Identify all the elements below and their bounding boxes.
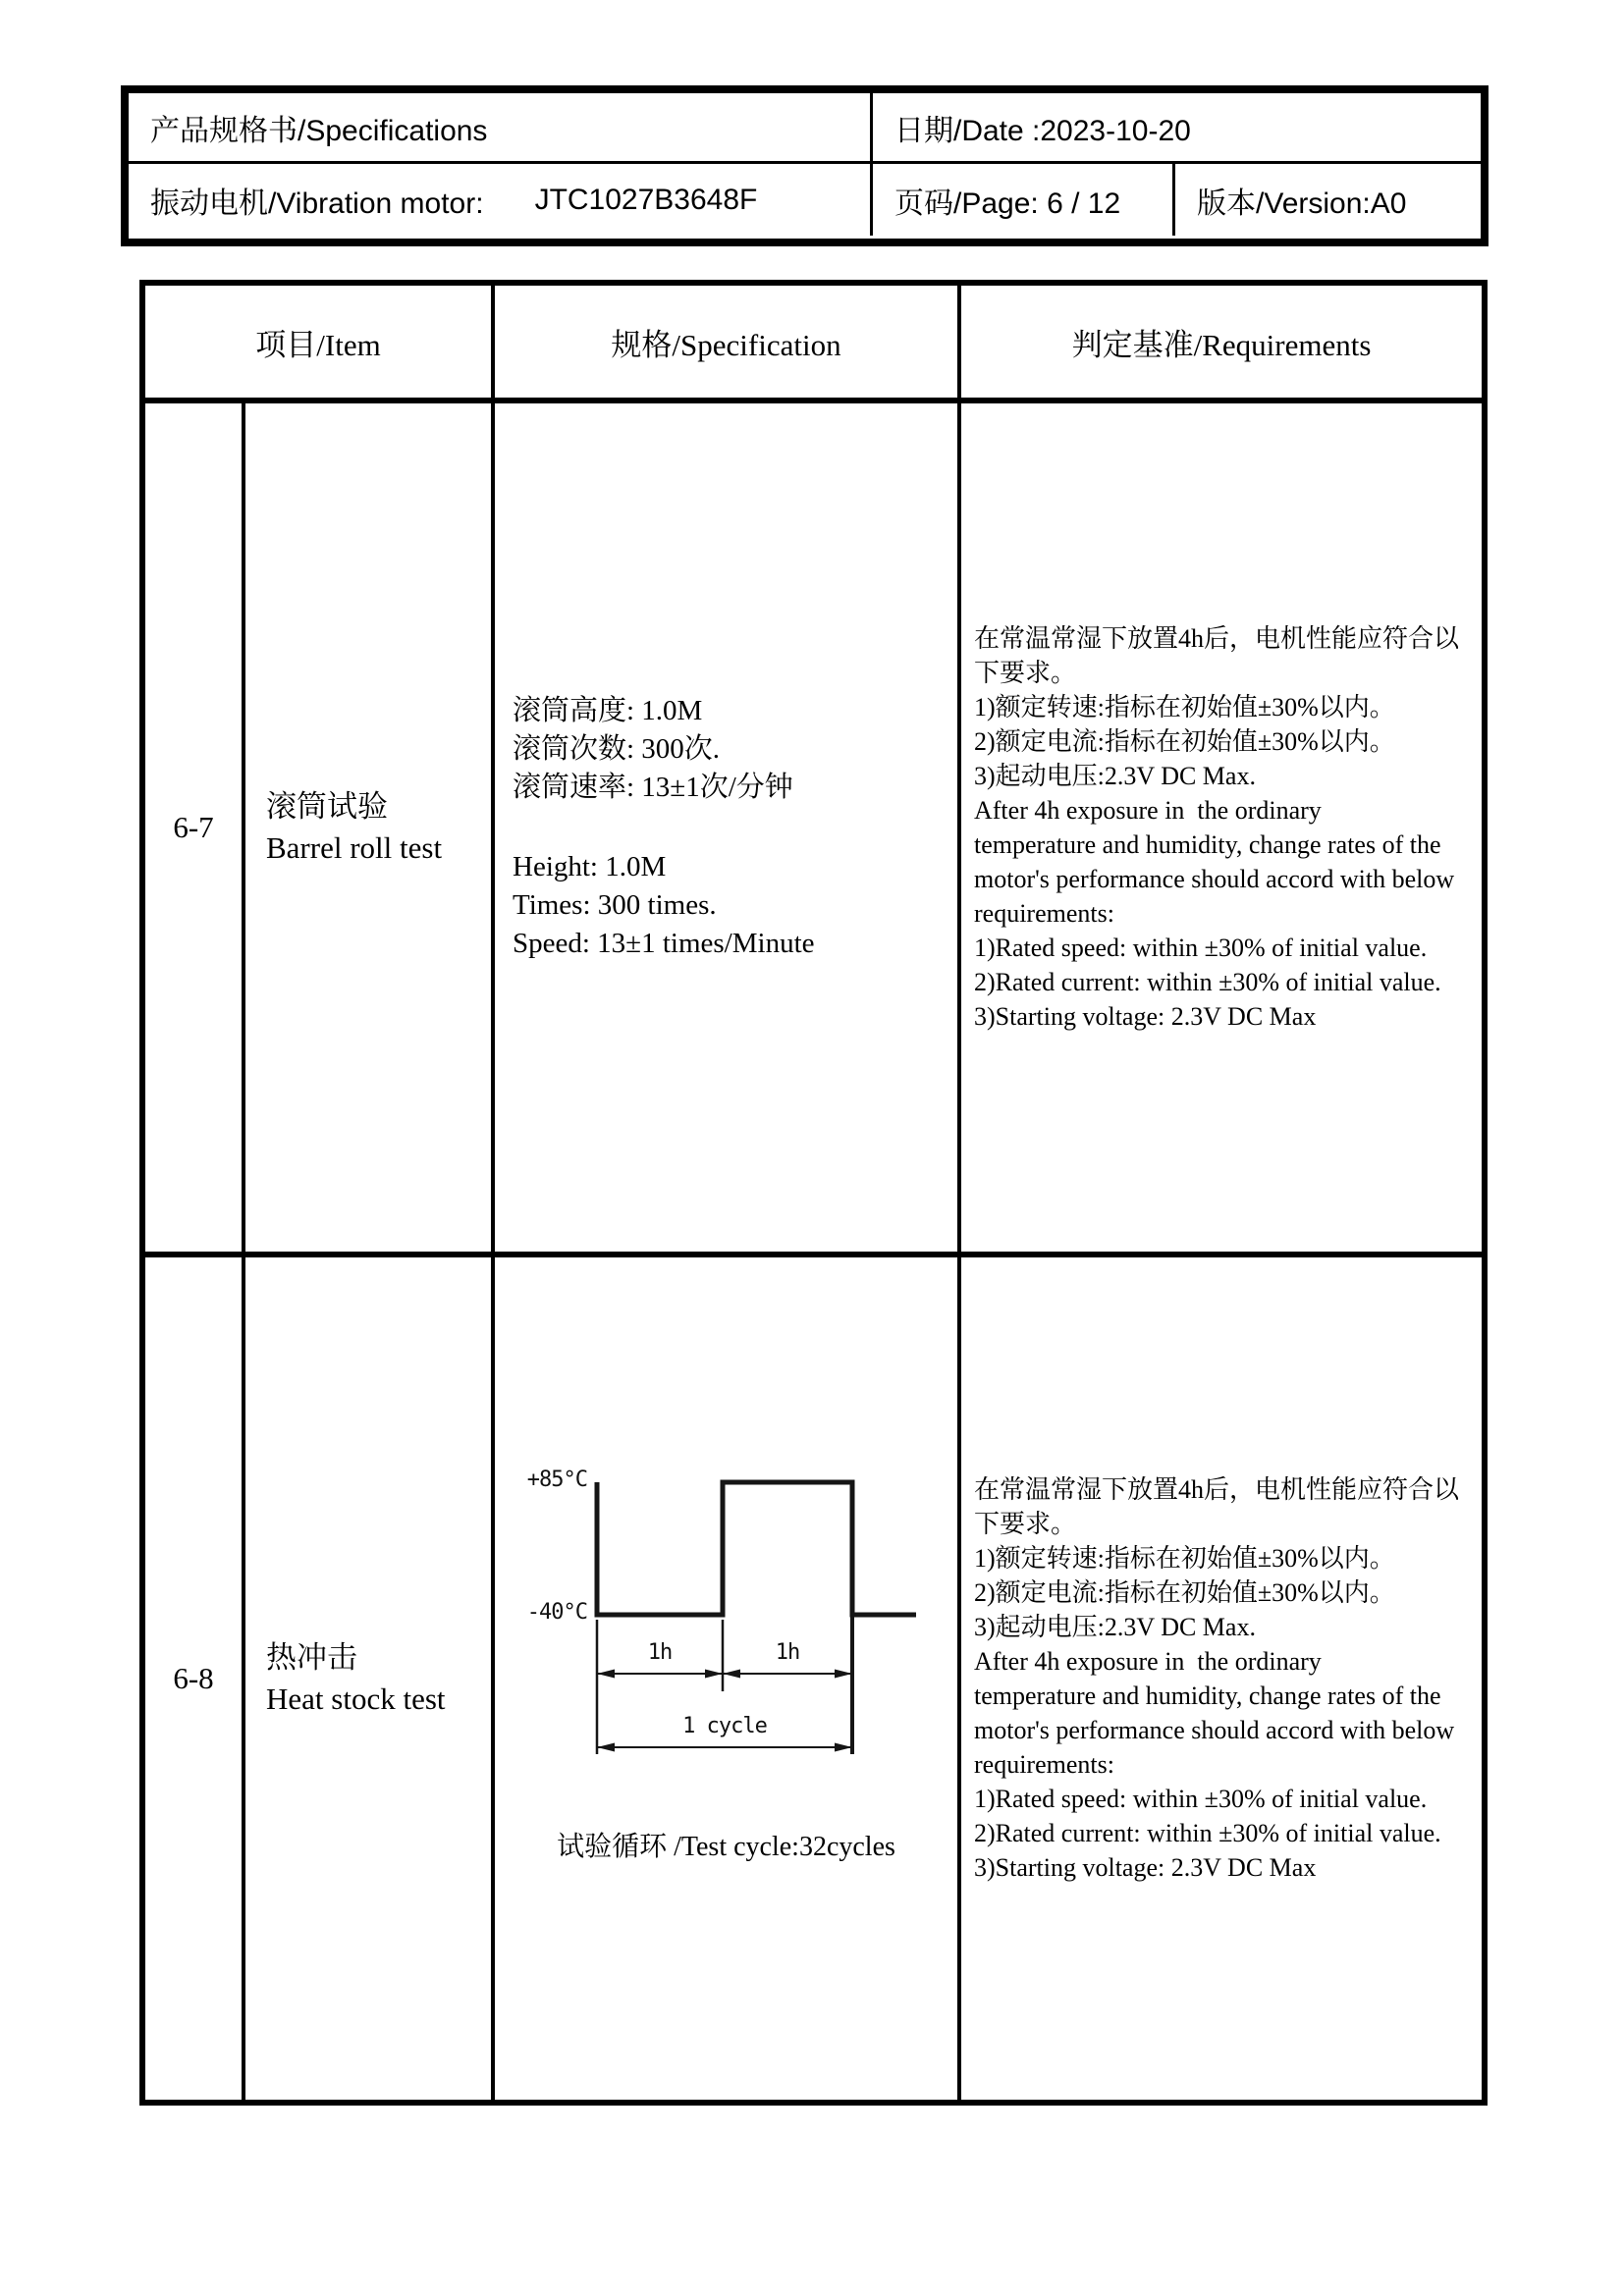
doc-date: 日期/Date :2023-10-20 [894, 114, 1191, 147]
text-line: 在常温常湿下放置4h后，电机性能应符合以 [974, 624, 1460, 653]
item-name-cn: 滚筒试验 [266, 789, 388, 824]
text-line: temperature and humidity, change rates of the [974, 1682, 1441, 1710]
text-line: temperature and humidity, change rates of the [974, 830, 1441, 859]
column-header-specification: 规格/Specification [495, 286, 961, 403]
text-line: Height: 1.0M [513, 851, 667, 882]
row-6-7-specification [495, 403, 961, 1257]
version-field: 版本/Version:A0 [1197, 187, 1407, 220]
text-line: 3)Starting voltage: 2.3V DC Max [974, 1853, 1317, 1882]
text-line: 2)额定电流:指标在初始值±30%以内。 [974, 727, 1395, 756]
column-header-requirements: 判定基准/Requirements [961, 286, 1482, 403]
text-line: 2)额定电流:指标在初始值±30%以内。 [974, 1578, 1395, 1607]
row-6-7-item-name [245, 403, 495, 1257]
text-line: 在常温常湿下放置4h后，电机性能应符合以 [974, 1475, 1460, 1504]
text-line: 3)Starting voltage: 2.3V DC Max [974, 1002, 1317, 1031]
text-line: After 4h exposure in the ordinary [974, 1647, 1322, 1676]
spec-lines-cn [513, 692, 957, 807]
diagram-dim-1h-second: 1h [775, 1640, 800, 1665]
text-line: 1)额定转速:指标在初始值±30%以内。 [974, 693, 1395, 721]
spec-table [139, 280, 1488, 2106]
row-6-8-requirements [961, 1257, 1482, 2100]
text-line: 3)起动电压:2.3V DC Max. [974, 762, 1256, 790]
diagram-high-temp-label: +85°C [526, 1468, 587, 1492]
text-line: motor's performance should accord with below [974, 865, 1455, 893]
spec-lines-en [513, 848, 957, 963]
diagram-low-temp-label: -40°C [526, 1600, 587, 1625]
column-header-item: 项目/Item [145, 286, 495, 403]
diagram-caption: 试验循环 /Test cycle:32cycles [557, 1832, 895, 1862]
row-6-7-requirements [961, 403, 1482, 1257]
text-line: 滚筒次数: 300次. [513, 733, 721, 765]
doc-title: 产品规格书/Specifications [129, 93, 873, 161]
row-6-8-specification [495, 1257, 961, 2100]
item-name-en: Barrel roll test [266, 830, 443, 865]
doc-header-row-1 [129, 93, 1481, 164]
item-name-en: Heat stock test [266, 1682, 446, 1716]
text-line: 2)Rated current: within ±30% of initial value. [974, 1819, 1441, 1847]
text-line: 1)Rated speed: within ±30% of initial value. [974, 934, 1428, 962]
row-6-7-number: 6-7 [145, 403, 245, 1257]
diagram-dim-1cycle: 1 cycle [682, 1714, 767, 1738]
text-line: Speed: 13±1 times/Minute [513, 928, 815, 959]
text-line: requirements: [974, 899, 1114, 928]
motor-model: JTC1027B3648F [534, 183, 758, 216]
text-line: 下要求。 [974, 1510, 1077, 1538]
page-number-field: 页码/Page: 6 / 12 [873, 164, 1175, 236]
text-line: Times: 300 times. [513, 889, 717, 921]
item-name-cn: 热冲击 [266, 1640, 357, 1675]
text-line: requirements: [974, 1750, 1114, 1779]
text-line: 2)Rated current: within ±30% of initial value. [974, 968, 1441, 996]
doc-header-row-2 [129, 164, 1481, 236]
text-line: 3)起动电压:2.3V DC Max. [974, 1613, 1256, 1641]
text-line: 1)Rated speed: within ±30% of initial value. [974, 1785, 1428, 1813]
diagram-dim-1h-first: 1h [647, 1640, 673, 1665]
text-line: 下要求。 [974, 659, 1077, 687]
motor-field [129, 164, 873, 236]
motor-label: 振动电机/Vibration motor: [150, 187, 484, 220]
row-6-8-number: 6-8 [145, 1257, 245, 2100]
thermal-cycle-waveform [495, 1257, 957, 2106]
text-line: 滚筒速率: 13±1次/分钟 [513, 772, 793, 803]
text-line: 滚筒高度: 1.0M [513, 695, 703, 726]
row-6-8-item-name [245, 1257, 495, 2100]
text-line: motor's performance should accord with below [974, 1716, 1455, 1744]
doc-header-table [121, 85, 1489, 246]
text-line: After 4h exposure in the ordinary [974, 796, 1322, 825]
text-line: 1)额定转速:指标在初始值±30%以内。 [974, 1544, 1395, 1573]
